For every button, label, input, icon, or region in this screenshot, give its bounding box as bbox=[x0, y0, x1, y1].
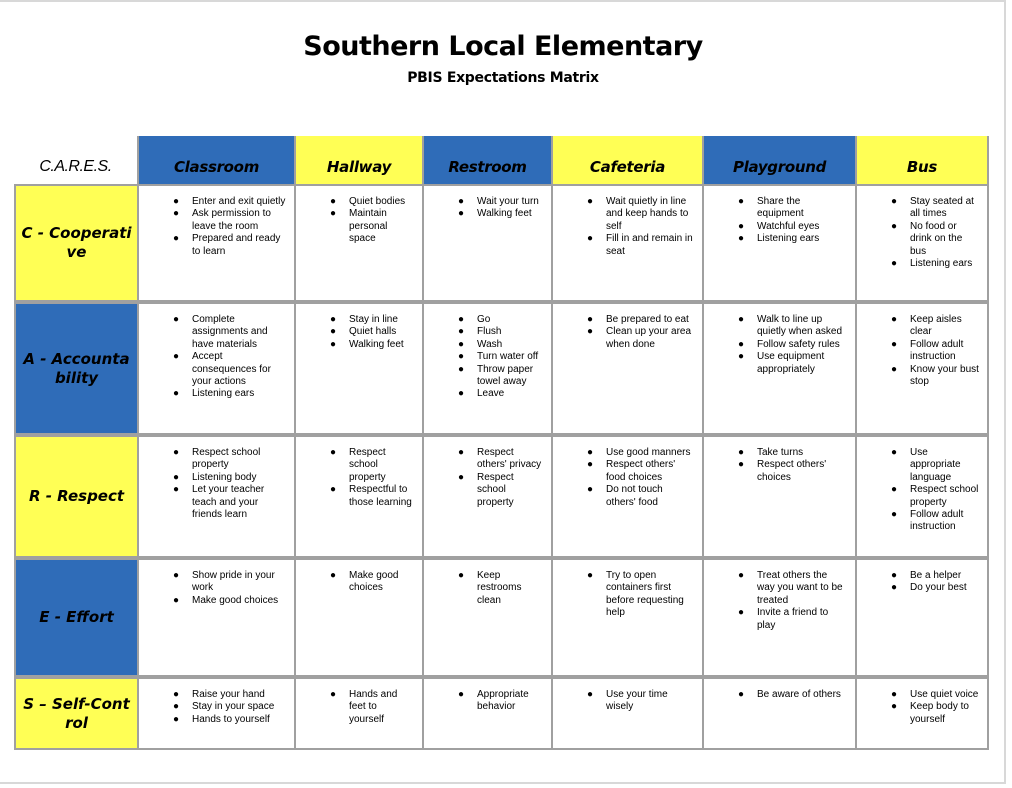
expectation-text: Complete assignments and have materials bbox=[192, 314, 268, 350]
bullet-icon: ● bbox=[458, 338, 465, 350]
expectation-item bbox=[553, 196, 698, 233]
expectation-list bbox=[857, 570, 983, 595]
expectation-list bbox=[704, 689, 851, 701]
matrix-cell bbox=[704, 302, 857, 435]
bullet-icon: ● bbox=[173, 484, 180, 496]
bullet-icon: ● bbox=[330, 689, 337, 700]
expectation-item bbox=[296, 689, 418, 726]
expectation-item bbox=[704, 233, 851, 245]
bullet-icon: ● bbox=[891, 314, 898, 325]
expectation-text: Go bbox=[477, 314, 491, 325]
bullet-icon: ● bbox=[173, 233, 180, 245]
bullet-icon: ● bbox=[891, 701, 898, 713]
expectation-text: Wait your turn bbox=[477, 196, 539, 207]
expectation-list bbox=[424, 570, 547, 607]
matrix-cell bbox=[296, 302, 424, 435]
expectation-list bbox=[857, 196, 983, 270]
expectation-item bbox=[296, 484, 418, 509]
expectation-item bbox=[857, 509, 983, 534]
expectation-text: Turn water off bbox=[477, 351, 539, 363]
expectation-item bbox=[424, 364, 547, 389]
bullet-icon: ● bbox=[738, 233, 745, 245]
bullet-icon: ● bbox=[330, 326, 337, 338]
expectation-item bbox=[704, 196, 851, 221]
expectation-item bbox=[139, 388, 290, 400]
expectation-text: Use appropriate language bbox=[910, 447, 961, 483]
expectation-item bbox=[704, 570, 851, 607]
expectation-item bbox=[704, 339, 851, 351]
expectation-item bbox=[553, 570, 698, 620]
expectation-text: Keep aisles clear bbox=[910, 314, 962, 338]
bullet-icon: ● bbox=[738, 338, 745, 350]
expectation-list bbox=[139, 196, 290, 258]
expectation-list bbox=[553, 196, 698, 258]
expectation-list bbox=[424, 447, 547, 509]
expectation-text: Use quiet voice bbox=[910, 689, 979, 700]
matrix-cell bbox=[424, 435, 553, 558]
expectation-item bbox=[553, 689, 698, 714]
matrix-cell bbox=[704, 558, 857, 677]
matrix-cell bbox=[137, 558, 296, 677]
bullet-icon: ● bbox=[458, 570, 465, 581]
bullet-icon: ● bbox=[891, 689, 898, 700]
expectation-item bbox=[704, 221, 851, 233]
expectation-list bbox=[704, 314, 851, 376]
expectation-item bbox=[857, 701, 983, 726]
expectation-text: Walk to line up quietly when asked bbox=[757, 314, 843, 338]
expectation-list bbox=[553, 570, 698, 620]
expectation-item bbox=[704, 689, 851, 701]
matrix-cell bbox=[857, 677, 989, 750]
expectation-text: Listening ears bbox=[757, 233, 820, 245]
expectation-text: Raise your hand bbox=[192, 689, 265, 700]
expectation-item bbox=[424, 208, 547, 220]
expectation-text: Listening ears bbox=[910, 258, 973, 270]
expectation-item bbox=[704, 314, 851, 339]
matrix-cell bbox=[296, 558, 424, 677]
expectation-list bbox=[296, 447, 418, 509]
expectation-text: Use your time wisely bbox=[606, 689, 668, 713]
bullet-icon: ● bbox=[173, 689, 180, 700]
expectation-item bbox=[424, 326, 547, 338]
expectation-text: Leave bbox=[477, 388, 505, 400]
expectation-item bbox=[553, 447, 698, 459]
bullet-icon: ● bbox=[587, 314, 594, 325]
expectation-text: Take turns bbox=[757, 447, 804, 458]
expectation-item bbox=[424, 447, 547, 472]
matrix-cell bbox=[137, 184, 296, 302]
bullet-icon: ● bbox=[173, 388, 180, 400]
expectation-text: Quiet halls bbox=[349, 326, 397, 338]
expectation-text: Hands and feet to yourself bbox=[349, 689, 398, 725]
expectation-item bbox=[857, 484, 983, 509]
bullet-icon: ● bbox=[458, 208, 465, 220]
expectation-item bbox=[857, 314, 983, 339]
expectation-text: Follow adult instruction bbox=[910, 509, 964, 533]
matrix-cell bbox=[137, 677, 296, 750]
matrix-cell bbox=[424, 677, 553, 750]
expectation-item bbox=[857, 570, 983, 582]
expectation-item bbox=[553, 459, 698, 484]
expectation-text: Stay in your space bbox=[192, 701, 275, 713]
expectation-text: Keep body to yourself bbox=[910, 701, 969, 725]
bullet-icon: ● bbox=[458, 471, 465, 483]
expectation-text: Enter and exit quietly bbox=[192, 196, 286, 207]
expectation-text: Be prepared to eat bbox=[606, 314, 689, 325]
expectation-item bbox=[424, 351, 547, 363]
bullet-icon: ● bbox=[738, 689, 745, 700]
matrix-cell bbox=[553, 184, 704, 302]
expectation-text: Appropriate behavior bbox=[477, 689, 529, 713]
expectation-item bbox=[139, 447, 290, 472]
column-header-restroom: Restroom bbox=[424, 136, 553, 184]
expectation-list bbox=[704, 196, 851, 246]
expectation-item bbox=[296, 314, 418, 326]
bullet-icon: ● bbox=[330, 196, 337, 207]
expectation-text: Stay in line bbox=[349, 314, 398, 325]
expectation-text: Quiet bodies bbox=[349, 196, 406, 207]
expectation-item bbox=[857, 447, 983, 484]
expectation-item bbox=[553, 326, 698, 351]
bullet-icon: ● bbox=[891, 447, 898, 458]
expectation-text: Do your best bbox=[910, 582, 967, 594]
expectation-item bbox=[857, 339, 983, 364]
expectation-list bbox=[296, 689, 418, 726]
expectation-item bbox=[704, 459, 851, 484]
expectation-text: Respect school property bbox=[192, 447, 261, 471]
column-header-classroom: Classroom bbox=[137, 136, 296, 184]
bullet-icon: ● bbox=[891, 338, 898, 350]
column-header-bus: Bus bbox=[857, 136, 989, 184]
expectation-item bbox=[424, 472, 547, 509]
expectation-list bbox=[296, 196, 418, 246]
expectation-list bbox=[296, 314, 418, 351]
expectation-list bbox=[139, 314, 290, 401]
bullet-icon: ● bbox=[891, 258, 898, 270]
expectation-text: Respect school property bbox=[477, 471, 514, 508]
expectation-item bbox=[139, 484, 290, 521]
cares-corner-label: C.A.R.E.S. bbox=[39, 158, 112, 175]
expectation-list bbox=[704, 447, 851, 484]
matrix-cell bbox=[424, 558, 553, 677]
expectation-text: Accept consequences for your actions bbox=[192, 351, 271, 388]
bullet-icon: ● bbox=[173, 208, 180, 220]
bullet-icon: ● bbox=[738, 351, 745, 363]
expectation-list bbox=[857, 447, 983, 534]
bullet-icon: ● bbox=[330, 484, 337, 496]
bullet-icon: ● bbox=[173, 196, 180, 207]
expectation-text: Watchful eyes bbox=[757, 220, 820, 232]
row-label-1: A - Accountability bbox=[14, 302, 137, 435]
bullet-icon: ● bbox=[330, 338, 337, 350]
expectation-text: Be aware of others bbox=[757, 689, 841, 700]
expectation-text: Treat others the way you want to be treated bbox=[757, 570, 843, 606]
expectation-item bbox=[139, 208, 290, 233]
expectation-item bbox=[424, 314, 547, 326]
column-header-playground: Playground bbox=[704, 136, 857, 184]
expectation-list bbox=[139, 689, 290, 726]
expectation-item bbox=[857, 196, 983, 221]
matrix-cell bbox=[137, 435, 296, 558]
bullet-icon: ● bbox=[173, 471, 180, 483]
expectation-list bbox=[857, 314, 983, 388]
bullet-icon: ● bbox=[738, 314, 745, 325]
bullet-icon: ● bbox=[173, 447, 180, 458]
expectation-text: Walking feet bbox=[477, 208, 532, 220]
expectation-list bbox=[139, 570, 290, 607]
bullet-icon: ● bbox=[738, 196, 745, 207]
bullet-icon: ● bbox=[587, 484, 594, 496]
bullet-icon: ● bbox=[458, 196, 465, 207]
expectation-item bbox=[296, 570, 418, 595]
bullet-icon: ● bbox=[738, 220, 745, 232]
expectation-text: Follow safety rules bbox=[757, 338, 840, 350]
expectation-item bbox=[553, 484, 698, 509]
bullet-icon: ● bbox=[458, 689, 465, 700]
expectation-text: Flush bbox=[477, 326, 502, 338]
expectation-text: Make good choices bbox=[192, 594, 279, 606]
expectation-item bbox=[139, 714, 290, 726]
expectation-text: Respect school property bbox=[349, 447, 386, 483]
expectation-text: Prepared and ready to learn bbox=[192, 233, 281, 257]
row-label-3: E - Effort bbox=[14, 558, 137, 677]
bullet-icon: ● bbox=[173, 570, 180, 581]
bullet-icon: ● bbox=[173, 314, 180, 325]
matrix-cell bbox=[137, 302, 296, 435]
bullet-icon: ● bbox=[173, 594, 180, 606]
expectation-list bbox=[424, 689, 547, 714]
bullet-icon: ● bbox=[587, 570, 594, 581]
expectation-item bbox=[704, 351, 851, 376]
expectation-item bbox=[553, 233, 698, 258]
bullet-icon: ● bbox=[330, 208, 337, 220]
column-header-cafeteria: Cafeteria bbox=[553, 136, 704, 184]
expectation-item bbox=[857, 582, 983, 594]
bullet-icon: ● bbox=[458, 447, 465, 458]
bullet-icon: ● bbox=[173, 351, 180, 363]
matrix-cell bbox=[424, 302, 553, 435]
matrix-cell bbox=[704, 435, 857, 558]
expectation-item bbox=[857, 258, 983, 270]
bullet-icon: ● bbox=[587, 196, 594, 207]
bullet-icon: ● bbox=[330, 314, 337, 325]
bullet-icon: ● bbox=[458, 363, 465, 375]
expectation-list bbox=[296, 570, 418, 595]
bullet-icon: ● bbox=[738, 607, 745, 619]
bullet-icon: ● bbox=[738, 570, 745, 581]
expectation-text: Listening body bbox=[192, 471, 257, 483]
expectation-item bbox=[296, 447, 418, 484]
matrix-cell bbox=[704, 677, 857, 750]
bullet-icon: ● bbox=[891, 196, 898, 207]
bullet-icon: ● bbox=[458, 351, 465, 363]
expectation-list bbox=[553, 447, 698, 509]
expectation-text: Wash bbox=[477, 338, 503, 350]
expectation-item bbox=[139, 570, 290, 595]
expectation-text: Show pride in your work bbox=[192, 570, 275, 594]
matrix-cell bbox=[857, 435, 989, 558]
expectation-text: Share the equipment bbox=[757, 196, 804, 220]
bullet-icon: ● bbox=[587, 326, 594, 338]
bullet-icon: ● bbox=[330, 447, 337, 458]
expectation-item bbox=[139, 233, 290, 258]
bullet-icon: ● bbox=[587, 459, 594, 471]
expectation-item bbox=[139, 701, 290, 713]
expectation-text: Use good manners bbox=[606, 447, 691, 458]
bullet-icon: ● bbox=[891, 220, 898, 232]
expectation-text: Keep restrooms clean bbox=[477, 570, 522, 606]
expectation-item bbox=[857, 364, 983, 389]
expectation-item bbox=[424, 388, 547, 400]
expectation-item bbox=[139, 196, 290, 208]
row-label-0: C - Cooperative bbox=[14, 184, 137, 302]
matrix-cell bbox=[296, 184, 424, 302]
expectation-text: Fill in and remain in seat bbox=[606, 233, 693, 257]
matrix-cell bbox=[296, 677, 424, 750]
expectation-item bbox=[139, 689, 290, 701]
expectation-list bbox=[857, 689, 983, 726]
document-title: Southern Local Elementary bbox=[303, 31, 703, 62]
expectation-text: Listening ears bbox=[192, 388, 255, 400]
expectation-item bbox=[139, 314, 290, 351]
expectation-list bbox=[553, 689, 698, 714]
expectation-item bbox=[424, 196, 547, 208]
document-subtitle: PBIS Expectations Matrix bbox=[407, 70, 599, 86]
bullet-icon: ● bbox=[587, 689, 594, 700]
expectation-item bbox=[704, 607, 851, 632]
expectation-text: Respect others' food choices bbox=[606, 459, 676, 483]
expectation-item bbox=[704, 447, 851, 459]
expectation-list bbox=[553, 314, 698, 351]
matrix-cell bbox=[704, 184, 857, 302]
matrix-cell bbox=[296, 435, 424, 558]
expectation-item bbox=[139, 595, 290, 607]
bullet-icon: ● bbox=[458, 388, 465, 400]
bullet-icon: ● bbox=[891, 570, 898, 581]
expectation-item bbox=[139, 472, 290, 484]
bullet-icon: ● bbox=[173, 701, 180, 713]
expectation-text: Make good choices bbox=[349, 570, 399, 594]
expectation-item bbox=[139, 351, 290, 388]
expectation-item bbox=[296, 339, 418, 351]
bullet-icon: ● bbox=[458, 314, 465, 325]
expectation-item bbox=[424, 689, 547, 714]
expectation-item bbox=[424, 570, 547, 607]
bullet-icon: ● bbox=[587, 233, 594, 245]
expectation-list bbox=[424, 196, 547, 221]
expectation-text: Follow adult instruction bbox=[910, 338, 964, 363]
expectation-item bbox=[296, 208, 418, 245]
expectation-text: Use equipment appropriately bbox=[757, 351, 825, 375]
bullet-icon: ● bbox=[891, 363, 898, 375]
expectation-text: Respect others' choices bbox=[757, 459, 827, 483]
expectation-text: Respect school property bbox=[910, 484, 979, 508]
matrix-cell bbox=[857, 558, 989, 677]
expectation-text: Throw paper towel away bbox=[477, 363, 534, 388]
matrix-cell bbox=[424, 184, 553, 302]
bullet-icon: ● bbox=[173, 713, 180, 725]
matrix-cell bbox=[553, 558, 704, 677]
expectation-text: Know your bust stop bbox=[910, 363, 979, 388]
expectation-text: Clean up your area when done bbox=[606, 326, 692, 350]
expectation-text: Try to open containers first before requesting help bbox=[606, 570, 684, 619]
expectation-list bbox=[424, 314, 547, 401]
expectation-text: Wait quietly in line and keep hands to self bbox=[606, 196, 689, 232]
expectation-text: Maintain personal space bbox=[349, 208, 388, 245]
bullet-icon: ● bbox=[738, 447, 745, 458]
bullet-icon: ● bbox=[458, 326, 465, 338]
expectation-item bbox=[857, 221, 983, 258]
expectation-text: Ask permission to leave the room bbox=[192, 208, 271, 232]
row-label-2: R - Respect bbox=[14, 435, 137, 558]
bullet-icon: ● bbox=[891, 582, 898, 594]
bullet-icon: ● bbox=[891, 509, 898, 521]
bullet-icon: ● bbox=[891, 484, 898, 496]
expectation-text: Stay seated at all times bbox=[910, 196, 974, 220]
expectation-item bbox=[424, 339, 547, 351]
expectation-item bbox=[553, 314, 698, 326]
matrix-cell bbox=[553, 677, 704, 750]
matrix-cell bbox=[553, 302, 704, 435]
expectation-text: Be a helper bbox=[910, 570, 962, 581]
expectation-list bbox=[704, 570, 851, 632]
expectation-item bbox=[296, 196, 418, 208]
expectation-text: Hands to yourself bbox=[192, 713, 270, 725]
expectation-text: Respect others' privacy bbox=[477, 447, 542, 471]
matrix-cell bbox=[857, 302, 989, 435]
expectation-text: Do not touch others' food bbox=[606, 484, 663, 508]
bullet-icon: ● bbox=[587, 447, 594, 458]
matrix-cell bbox=[553, 435, 704, 558]
bullet-icon: ● bbox=[738, 459, 745, 471]
expectation-text: Respectful to those learning bbox=[349, 484, 412, 508]
expectation-item bbox=[857, 689, 983, 701]
expectation-text: No food or drink on the bus bbox=[910, 220, 963, 257]
expectation-list bbox=[139, 447, 290, 521]
expectation-text: Walking feet bbox=[349, 338, 404, 350]
matrix-cell bbox=[857, 184, 989, 302]
row-label-4: S – Self-Control bbox=[14, 677, 137, 750]
column-header-hallway: Hallway bbox=[296, 136, 424, 184]
bullet-icon: ● bbox=[330, 570, 337, 581]
expectation-item bbox=[296, 326, 418, 338]
expectation-text: Let your teacher teach and your friends learn bbox=[192, 484, 265, 521]
expectation-text: Invite a friend to play bbox=[757, 607, 829, 631]
